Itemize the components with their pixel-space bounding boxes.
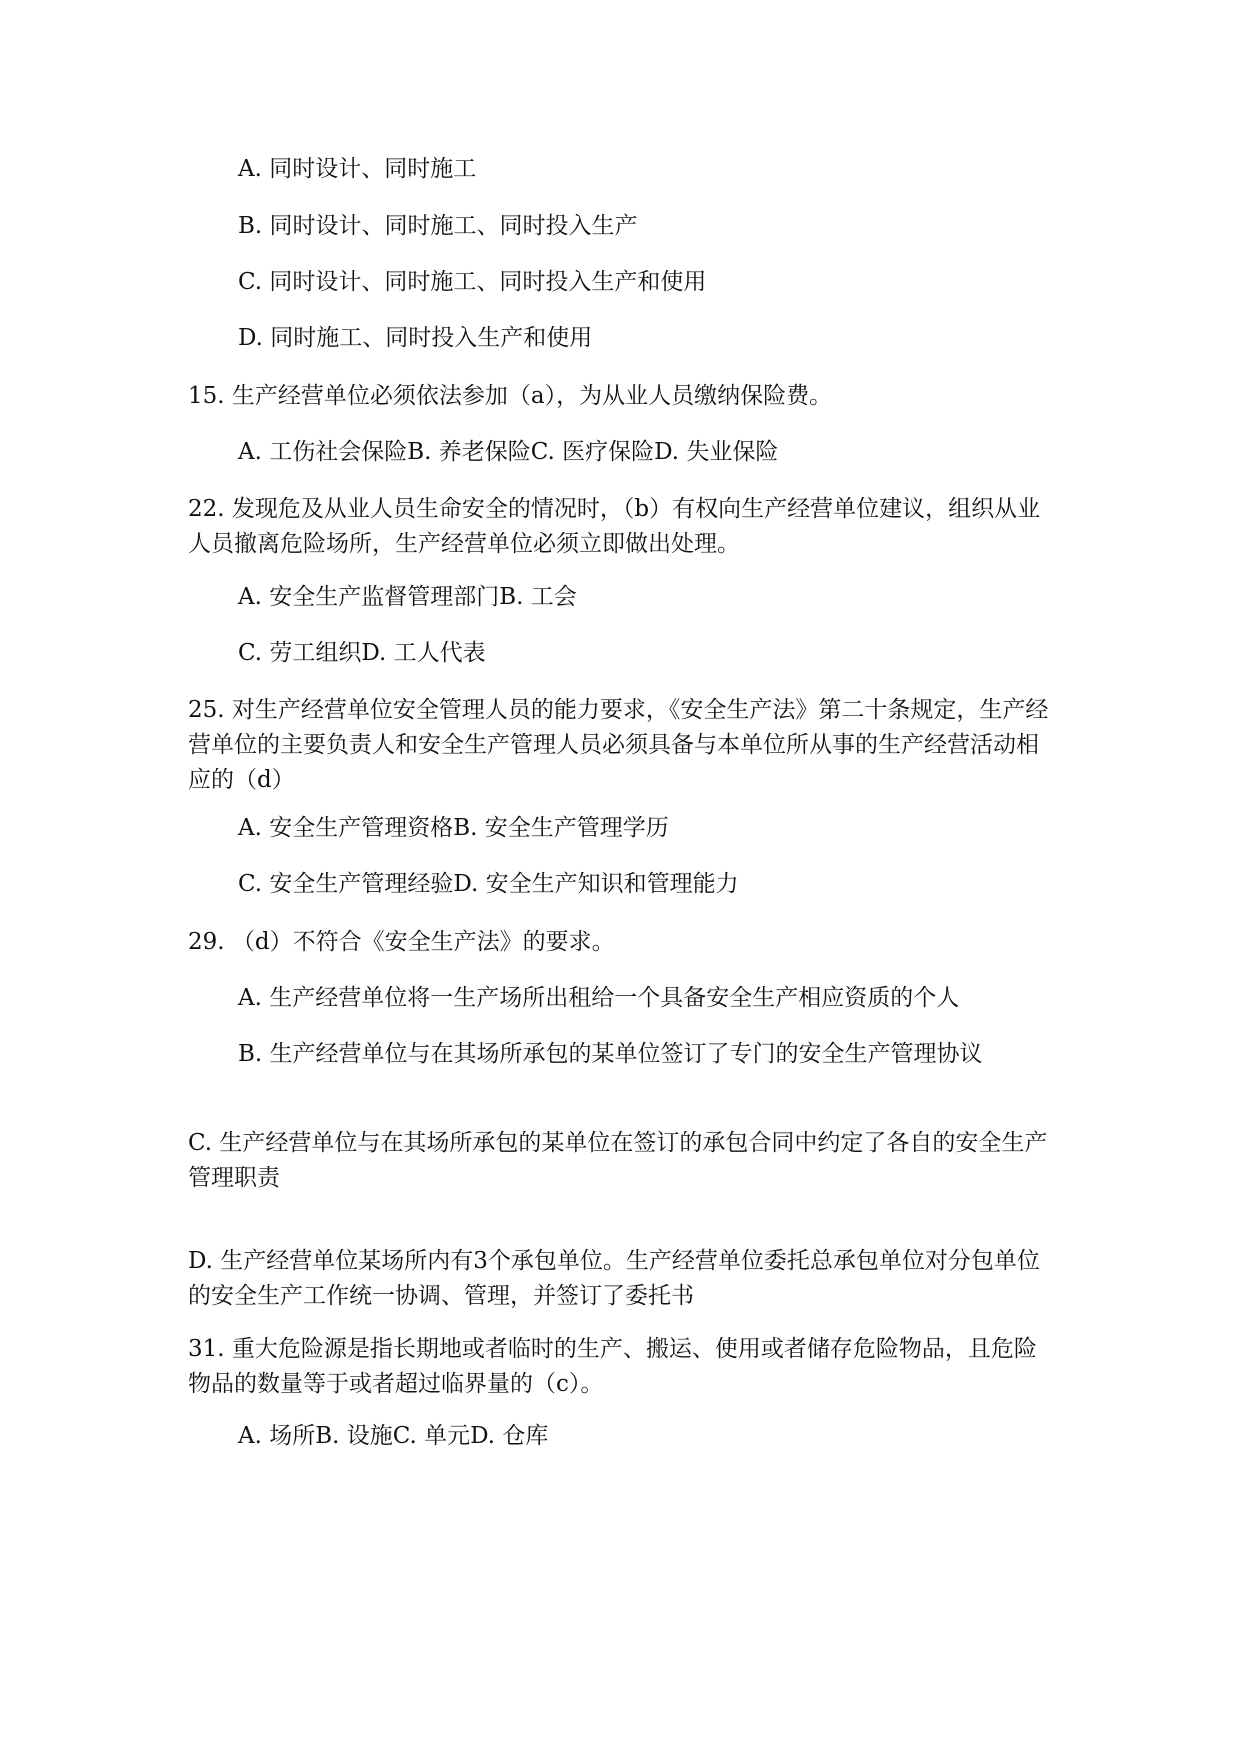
- option-line: D. 生产经营单位某场所内有3个承包单位。生产经营单位委托总承包单位对分包单位的安全生产工作统一协调、管理，并签订了委托书: [188, 1248, 1040, 1309]
- option-line: A. 场所B. 设施C. 单元D. 仓库: [238, 1423, 549, 1449]
- option-line: C. 生产经营单位与在其场所承包的某单位在签订的承包合同中约定了各自的安全生产管理职责: [188, 1130, 1048, 1191]
- question-22: 22. 发现危及从业人员生命安全的情况时，（b）有权向生产经营单位建议，组织从业人员撤离危险场所，生产经营单位必须立即做出处理。: [188, 496, 1041, 557]
- option-line: A. 安全生产管理资格B. 安全生产管理学历: [238, 815, 669, 841]
- option-line: D. 同时施工、同时投入生产和使用: [238, 325, 593, 351]
- option-line: A. 工伤社会保险B. 养老保险C. 医疗保险D. 失业保险: [238, 439, 779, 465]
- option-line: A. 安全生产监督管理部门B. 工会: [238, 584, 577, 610]
- question-15: 15. 生产经营单位必须依法参加（a），为从业人员缴纳保险费。: [188, 383, 833, 409]
- option-line: C. 安全生产管理经验D. 安全生产知识和管理能力: [238, 871, 739, 897]
- option-line: A. 生产经营单位将一生产场所出租给一个具备安全生产相应资质的个人: [238, 985, 960, 1011]
- option-line: C. 同时设计、同时施工、同时投入生产和使用: [238, 269, 707, 295]
- option-line: B. 同时设计、同时施工、同时投入生产: [238, 213, 638, 239]
- question-29: 29. （d）不符合《安全生产法》的要求。: [188, 929, 615, 955]
- option-line: C. 劳工组织D. 工人代表: [238, 640, 486, 666]
- question-31: 31. 重大危险源是指长期地或者临时的生产、搬运、使用或者储存危险物品，且危险物品的数量等于或者超过临界量的（c）。: [188, 1336, 1037, 1397]
- option-line: A. 同时设计、同时施工: [238, 156, 477, 182]
- option-line: B. 生产经营单位与在其场所承包的某单位签订了专门的安全生产管理协议: [238, 1041, 983, 1067]
- question-25: 25. 对生产经营单位安全管理人员的能力要求，《安全生产法》第二十条规定，生产经营单位的主要负责人和安全生产管理人员必须具备与本单位所从事的生产经营活动相应的（d）: [188, 697, 1049, 793]
